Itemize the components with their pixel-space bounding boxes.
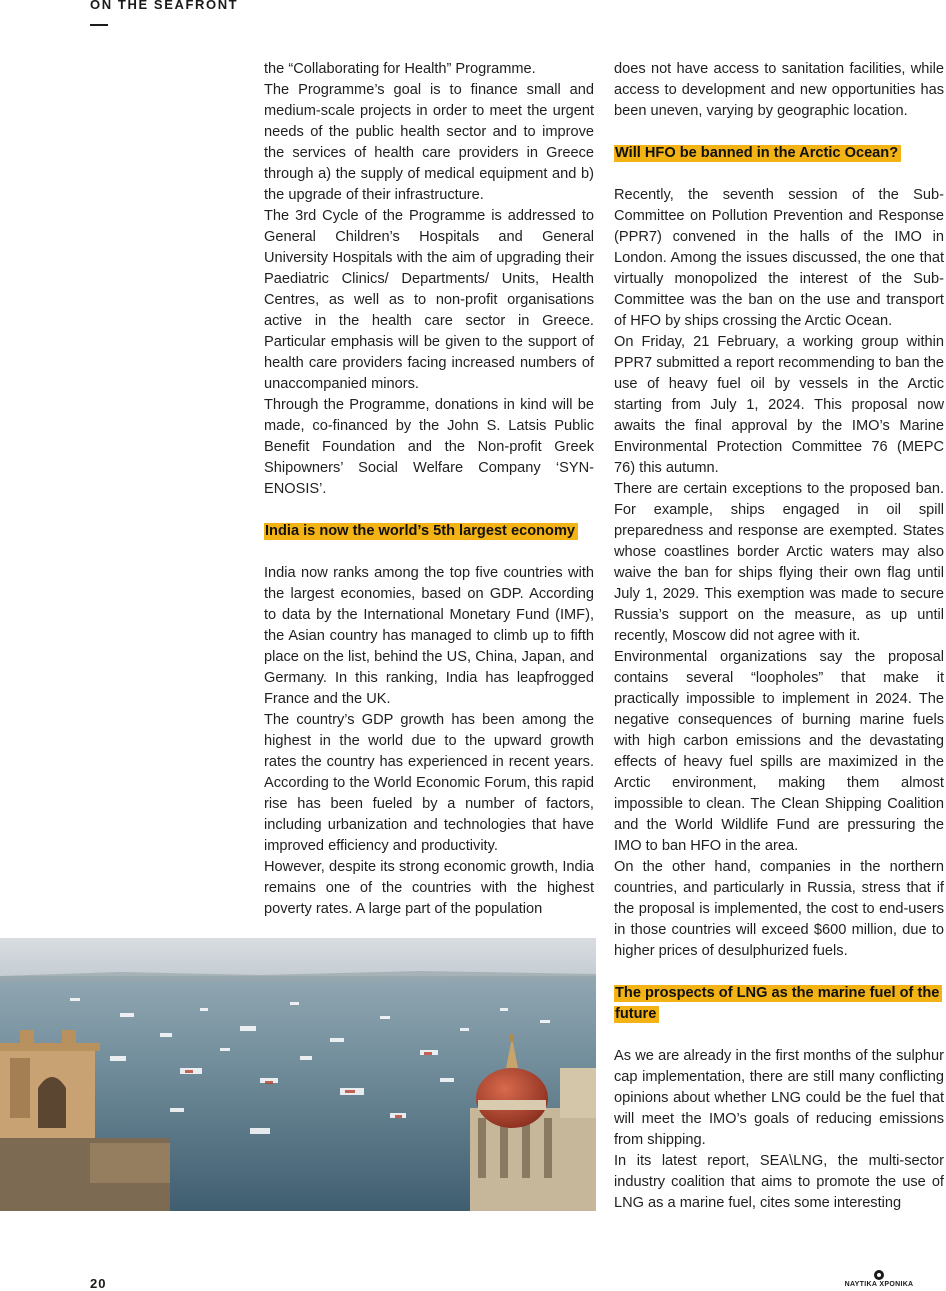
right-column bbox=[614, 59, 944, 1214]
paragraph: Environmental organizations say the proposal contains several “loopholes” that make it practically impossible to implement in 2024. The negative consequences of burning marine fuels with high carbon emissions and the devastating effects of heavy fuel spills are maximized in the Arctic environment, making them almost impossible to clean. The Clean Shipping Coalition and the World Wildlife Fund are pressuring the IMO to ban HFO in the area. bbox=[614, 649, 944, 854]
heading-hfo-ban bbox=[614, 143, 944, 164]
paragraph: Through the Programme, donations in kind will be made, co-financed by the John S. Latsis Public Benefit Foundation and the Non-profit Greek Shipowners’ Social Welfare Company ‘SYN-ENOSIS’. bbox=[264, 397, 594, 497]
paragraph: On the other hand, companies in the northern countries, and particularly in Russia, stress that if the proposal is implemented, the cost to end-users in those countries will exceed $600 million, due to higher prices of desulphurized fuels. bbox=[614, 859, 944, 959]
page-number: 20 bbox=[90, 1276, 107, 1291]
brand-logo-icon bbox=[874, 1270, 884, 1280]
paragraph: The Programme’s goal is to finance small and medium-scale projects in order to meet the urgent needs of the public health sector and to improve the services of health care providers in Greece through a) the supply of medical equipment and b) the upgrade of their infrastructure. bbox=[264, 82, 594, 203]
paragraph: In its latest report, SEA\LNG, the multi-sector industry coalition that aims to promote the use of LNG as a marine fuel, cites some interesting bbox=[614, 1153, 944, 1211]
paragraph: There are certain exceptions to the proposed ban. For example, ships engaged in oil spill preparedness and response are exempted. States whose coastlines border Arctic waters may also waive the ban for ships flying their own flag until July 1, 2029. This exemption was made to secure Russia’s support on the measure, as up until recently, Moscow did not agree with it. bbox=[614, 481, 944, 644]
publication-brand bbox=[838, 1270, 920, 1288]
paragraph: the “Collaborating for Health” Programme. bbox=[264, 61, 536, 77]
section-divider bbox=[90, 24, 108, 26]
paragraph: The 3rd Cycle of the Programme is addressed to General Children’s Hospitals and General University Hospitals with the aim of upgrading their Paediatric Clinics/ Departments/ Units, Health Centres, as well as to non-profit organisations active in the health care sector in Greece. Particular emphasis will be given to the support of health care providers facing increased numbers of unaccompanied minors. bbox=[264, 208, 594, 392]
brand-name: ΝΑΥΤΙΚΑ ΧΡΟΝΙΚΑ bbox=[844, 1281, 914, 1288]
paragraph: The country’s GDP growth has been among the highest in the world due to the upward growth rates the country has experienced in recent years. According to the World Economic Forum, this rapid rise has been fueled by a number of factors, including urbanization and technologies that have improved efficiency and productivity. bbox=[264, 712, 594, 854]
heading-hfo-text: Will HFO be banned in the Arctic Ocean? bbox=[614, 145, 901, 162]
left-column bbox=[264, 59, 594, 920]
heading-india-economy bbox=[264, 521, 594, 542]
paragraph: However, despite its strong economic growth, India remains one of the countries with the highest poverty rates. A large part of the population bbox=[264, 859, 594, 917]
heading-lng-text: The prospects of LNG as the marine fuel of the future bbox=[614, 985, 942, 1023]
paragraph: does not have access to sanitation facilities, while access to development and new opportunities has been uneven, varying by geographic location. bbox=[614, 61, 944, 119]
paragraph: Recently, the seventh session of the Sub-Committee on Pollution Prevention and Response (PPR7) convened in the halls of the IMO in London. Among the issues discussed, the one that virtually monopolized the interest of the Sub-Committee was the ban on the use and transport of HFO by ships crossing the Arctic Ocean. bbox=[614, 187, 944, 329]
heading-india-text: India is now the world’s 5th largest economy bbox=[264, 523, 578, 540]
heading-lng-prospects bbox=[614, 983, 944, 1025]
paragraph: As we are already in the first months of the sulphur cap implementation, there are still many conflicting opinions about whether LNG could be the fuel that will meet the IMO’s goals of reducing emissions from shipping. bbox=[614, 1048, 944, 1148]
harbour-photo bbox=[0, 938, 596, 1211]
paragraph: India now ranks among the top five countries with the largest economies, based on GDP. According to data by the International Monetary Fund (IMF), the Asian country has managed to climb up to fifth place on the list, behind the US, China, Japan, and Germany. In this ranking, India has leapfrogged France and the UK. bbox=[264, 565, 594, 707]
paragraph: On Friday, 21 February, a working group within PPR7 submitted a report recommending to ban the use of heavy fuel oil by vessels in the Arctic starting from July 1, 2024. This proposal now awaits the final approval by the IMO’s Marine Environmental Protection Committee 76 (MEPC 76) this autumn. bbox=[614, 334, 944, 476]
section-label: ON THE SEAFRONT bbox=[90, 0, 239, 12]
